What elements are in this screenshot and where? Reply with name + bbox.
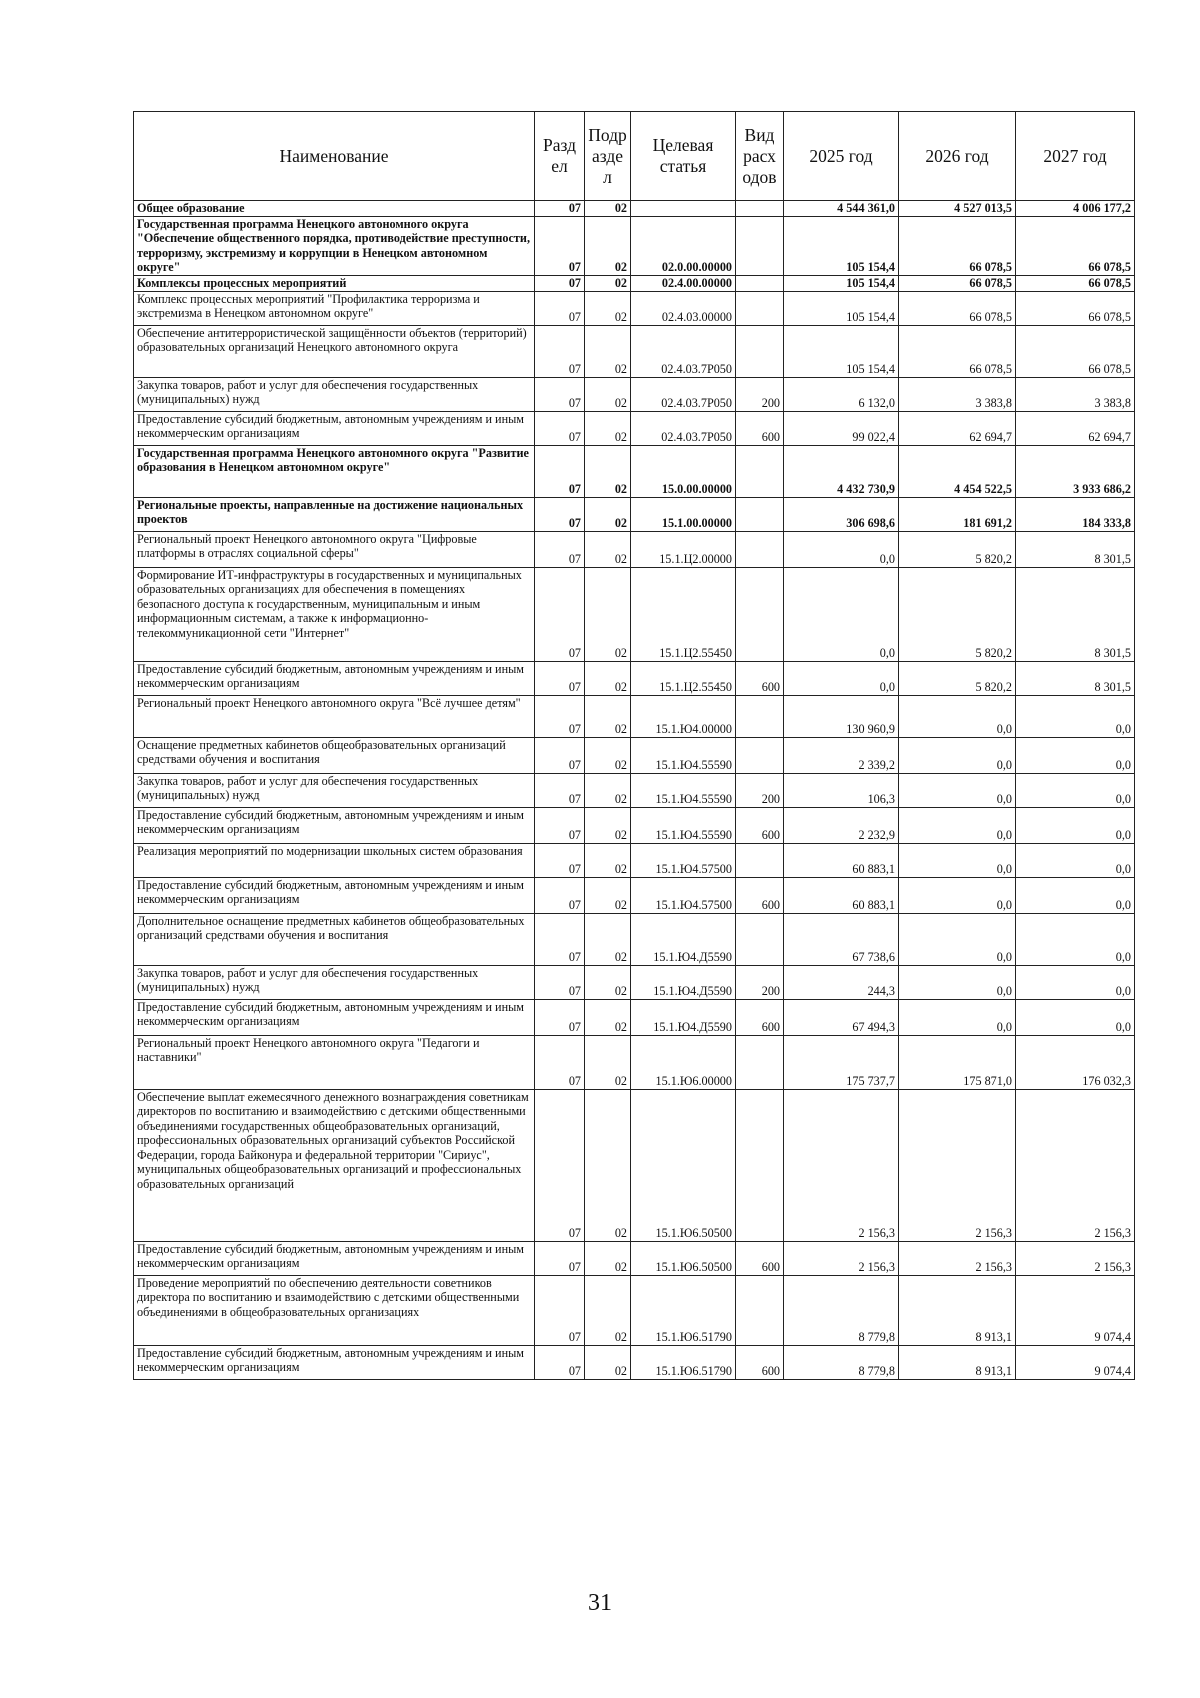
table-row bbox=[134, 445, 1135, 497]
row-value-2027: 0,0 bbox=[1016, 773, 1135, 807]
row-value-2026: 5 820,2 bbox=[899, 661, 1016, 695]
row-value-2025: 175 737,7 bbox=[784, 1035, 899, 1089]
row-expense-type: 200 bbox=[736, 377, 784, 411]
row-section: 07 bbox=[535, 695, 585, 737]
row-target: 15.1.Ю4.55590 bbox=[631, 737, 736, 773]
row-subsection: 02 bbox=[585, 913, 631, 965]
row-value-2027: 0,0 bbox=[1016, 913, 1135, 965]
row-value-2026: 62 694,7 bbox=[899, 411, 1016, 445]
table-row bbox=[134, 695, 1135, 737]
table-row bbox=[134, 1241, 1135, 1275]
row-subsection: 02 bbox=[585, 1241, 631, 1275]
row-name: Региональный проект Ненецкого автономного округа "Цифровые платформы в отраслях социальной сферы" bbox=[134, 531, 535, 567]
row-value-2026: 66 078,5 bbox=[899, 325, 1016, 377]
row-expense-type bbox=[736, 201, 784, 217]
row-value-2026: 181 691,2 bbox=[899, 497, 1016, 531]
header-name: Наименование bbox=[134, 112, 535, 201]
row-value-2027: 4 006 177,2 bbox=[1016, 201, 1135, 217]
row-target: 15.1.Ц2.55450 bbox=[631, 567, 736, 661]
row-name: Проведение мероприятий по обеспечению деятельности советников директора по воспитанию и взаимодействию с детскими общественными объединениями в общеобразовательных организациях bbox=[134, 1275, 535, 1345]
row-target: 15.0.00.00000 bbox=[631, 445, 736, 497]
row-value-2026: 0,0 bbox=[899, 843, 1016, 877]
row-value-2027: 2 156,3 bbox=[1016, 1089, 1135, 1241]
row-value-2025: 67 494,3 bbox=[784, 999, 899, 1035]
row-value-2025: 2 156,3 bbox=[784, 1089, 899, 1241]
row-target: 15.1.Ю6.50500 bbox=[631, 1241, 736, 1275]
row-value-2027: 66 078,5 bbox=[1016, 291, 1135, 325]
row-name: Обеспечение выплат ежемесячного денежного вознаграждения советникам директоров по воспитанию и взаимодействию с детскими общественными объединениями государственных общеобразовательных организаций, профессиональных образовательных организаций субъектов Российской Федерации, города Байконура и федеральной территории "Сириус", муниципальных общеобразовательных организаций и профессиональных образовательных организаций bbox=[134, 1089, 535, 1241]
row-subsection: 02 bbox=[585, 216, 631, 275]
row-target: 15.1.Ю6.51790 bbox=[631, 1345, 736, 1379]
row-value-2025: 4 544 361,0 bbox=[784, 201, 899, 217]
table-row bbox=[134, 965, 1135, 999]
row-value-2025: 2 339,2 bbox=[784, 737, 899, 773]
table-row bbox=[134, 913, 1135, 965]
row-expense-type bbox=[736, 1035, 784, 1089]
row-name: Формирование ИТ-инфраструктуры в государственных и муниципальных образовательных организациях для обеспечения в помещениях безопасного доступа к государственным, муниципальным и иным информационным системам, а также к информационно-телекоммуникационной сети "Интернет" bbox=[134, 567, 535, 661]
row-section: 07 bbox=[535, 965, 585, 999]
row-value-2025: 0,0 bbox=[784, 661, 899, 695]
header-section: Разд ел bbox=[535, 112, 585, 201]
row-section: 07 bbox=[535, 1275, 585, 1345]
table-row bbox=[134, 497, 1135, 531]
row-subsection: 02 bbox=[585, 695, 631, 737]
row-value-2027: 3 383,8 bbox=[1016, 377, 1135, 411]
row-expense-type: 600 bbox=[736, 411, 784, 445]
row-expense-type bbox=[736, 445, 784, 497]
row-value-2025: 6 132,0 bbox=[784, 377, 899, 411]
row-target: 15.1.Ю4.57500 bbox=[631, 877, 736, 913]
row-value-2025: 60 883,1 bbox=[784, 843, 899, 877]
row-value-2027: 8 301,5 bbox=[1016, 567, 1135, 661]
row-subsection: 02 bbox=[585, 531, 631, 567]
row-name: Государственная программа Ненецкого автономного округа "Обеспечение общественного порядка, противодействие преступности, терроризму, экстремизму и коррупции в Ненецком автономном округе" bbox=[134, 216, 535, 275]
row-expense-type: 600 bbox=[736, 877, 784, 913]
row-name: Закупка товаров, работ и услуг для обеспечения государственных (муниципальных) нужд bbox=[134, 377, 535, 411]
budget-table bbox=[133, 111, 1135, 1380]
row-value-2026: 3 383,8 bbox=[899, 377, 1016, 411]
row-section: 07 bbox=[535, 913, 585, 965]
row-expense-type bbox=[736, 1275, 784, 1345]
row-section: 07 bbox=[535, 377, 585, 411]
header-subsection: Подр азде л bbox=[585, 112, 631, 201]
row-name: Региональный проект Ненецкого автономного округа "Всё лучшее детям" bbox=[134, 695, 535, 737]
row-target: 15.1.Ю4.Д5590 bbox=[631, 965, 736, 999]
row-value-2026: 8 913,1 bbox=[899, 1275, 1016, 1345]
table-row bbox=[134, 291, 1135, 325]
row-value-2026: 0,0 bbox=[899, 877, 1016, 913]
table-row bbox=[134, 1089, 1135, 1241]
row-section: 07 bbox=[535, 445, 585, 497]
row-value-2027: 66 078,5 bbox=[1016, 325, 1135, 377]
row-value-2027: 0,0 bbox=[1016, 695, 1135, 737]
row-target: 15.1.Ю4.55590 bbox=[631, 807, 736, 843]
row-name: Предоставление субсидий бюджетным, автономным учреждениям и иным некоммерческим организациям bbox=[134, 999, 535, 1035]
row-target: 02.4.03.7Р050 bbox=[631, 377, 736, 411]
row-section: 07 bbox=[535, 411, 585, 445]
row-subsection: 02 bbox=[585, 1089, 631, 1241]
table-row bbox=[134, 377, 1135, 411]
row-name: Закупка товаров, работ и услуг для обеспечения государственных (муниципальных) нужд bbox=[134, 773, 535, 807]
row-name: Закупка товаров, работ и услуг для обеспечения государственных (муниципальных) нужд bbox=[134, 965, 535, 999]
row-name: Реализация мероприятий по модернизации школьных систем образования bbox=[134, 843, 535, 877]
row-name: Предоставление субсидий бюджетным, автономным учреждениям и иным некоммерческим организациям bbox=[134, 1345, 535, 1379]
row-value-2025: 244,3 bbox=[784, 965, 899, 999]
table-row bbox=[134, 531, 1135, 567]
row-expense-type bbox=[736, 275, 784, 291]
row-value-2025: 67 738,6 bbox=[784, 913, 899, 965]
table-row bbox=[134, 843, 1135, 877]
row-value-2026: 2 156,3 bbox=[899, 1241, 1016, 1275]
row-target: 15.1.Ю6.00000 bbox=[631, 1035, 736, 1089]
row-value-2025: 130 960,9 bbox=[784, 695, 899, 737]
row-section: 07 bbox=[535, 325, 585, 377]
row-expense-type bbox=[736, 531, 784, 567]
table-row bbox=[134, 325, 1135, 377]
row-name: Предоставление субсидий бюджетным, автономным учреждениям и иным некоммерческим организациям bbox=[134, 1241, 535, 1275]
row-subsection: 02 bbox=[585, 201, 631, 217]
row-expense-type bbox=[736, 737, 784, 773]
row-section: 07 bbox=[535, 1035, 585, 1089]
row-value-2026: 0,0 bbox=[899, 807, 1016, 843]
row-value-2026: 0,0 bbox=[899, 695, 1016, 737]
row-target: 15.1.Ю6.51790 bbox=[631, 1275, 736, 1345]
header-2026: 2026 год bbox=[899, 112, 1016, 201]
row-value-2026: 0,0 bbox=[899, 999, 1016, 1035]
row-value-2025: 4 432 730,9 bbox=[784, 445, 899, 497]
row-name: Комплексы процессных мероприятий bbox=[134, 275, 535, 291]
row-value-2026: 8 913,1 bbox=[899, 1345, 1016, 1379]
row-expense-type bbox=[736, 913, 784, 965]
table-row bbox=[134, 877, 1135, 913]
row-value-2027: 3 933 686,2 bbox=[1016, 445, 1135, 497]
row-expense-type bbox=[736, 843, 784, 877]
row-section: 07 bbox=[535, 531, 585, 567]
row-value-2027: 62 694,7 bbox=[1016, 411, 1135, 445]
table-row bbox=[134, 807, 1135, 843]
row-value-2025: 8 779,8 bbox=[784, 1345, 899, 1379]
table-row bbox=[134, 661, 1135, 695]
row-name: Предоставление субсидий бюджетным, автономным учреждениям и иным некоммерческим организациям bbox=[134, 411, 535, 445]
row-subsection: 02 bbox=[585, 1035, 631, 1089]
row-expense-type bbox=[736, 695, 784, 737]
row-value-2025: 60 883,1 bbox=[784, 877, 899, 913]
row-subsection: 02 bbox=[585, 843, 631, 877]
row-value-2027: 66 078,5 bbox=[1016, 275, 1135, 291]
table-row bbox=[134, 773, 1135, 807]
row-subsection: 02 bbox=[585, 661, 631, 695]
row-section: 07 bbox=[535, 201, 585, 217]
row-section: 07 bbox=[535, 291, 585, 325]
table-row bbox=[134, 1275, 1135, 1345]
row-value-2025: 106,3 bbox=[784, 773, 899, 807]
row-subsection: 02 bbox=[585, 773, 631, 807]
row-value-2027: 0,0 bbox=[1016, 843, 1135, 877]
row-name: Оснащение предметных кабинетов общеобразовательных организаций средствами обучения и воспитания bbox=[134, 737, 535, 773]
row-value-2025: 105 154,4 bbox=[784, 291, 899, 325]
row-value-2027: 176 032,3 bbox=[1016, 1035, 1135, 1089]
row-subsection: 02 bbox=[585, 275, 631, 291]
row-value-2026: 5 820,2 bbox=[899, 531, 1016, 567]
row-name: Дополнительное оснащение предметных кабинетов общеобразовательных организаций средствами обучения и воспитания bbox=[134, 913, 535, 965]
row-value-2025: 99 022,4 bbox=[784, 411, 899, 445]
row-value-2025: 2 156,3 bbox=[784, 1241, 899, 1275]
row-value-2027: 0,0 bbox=[1016, 877, 1135, 913]
row-target: 15.1.Ю4.00000 bbox=[631, 695, 736, 737]
row-section: 07 bbox=[535, 737, 585, 773]
row-expense-type bbox=[736, 216, 784, 275]
row-section: 07 bbox=[535, 807, 585, 843]
row-subsection: 02 bbox=[585, 377, 631, 411]
row-subsection: 02 bbox=[585, 807, 631, 843]
row-target: 15.1.Ц2.00000 bbox=[631, 531, 736, 567]
row-expense-type bbox=[736, 291, 784, 325]
row-value-2026: 0,0 bbox=[899, 773, 1016, 807]
row-subsection: 02 bbox=[585, 497, 631, 531]
row-name: Предоставление субсидий бюджетным, автономным учреждениям и иным некоммерческим организациям bbox=[134, 807, 535, 843]
row-target: 15.1.Ю4.Д5590 bbox=[631, 913, 736, 965]
row-section: 07 bbox=[535, 999, 585, 1035]
row-section: 07 bbox=[535, 661, 585, 695]
header-2027: 2027 год bbox=[1016, 112, 1135, 201]
row-name: Государственная программа Ненецкого автономного округа "Развитие образования в Ненецком автономном округе" bbox=[134, 445, 535, 497]
row-subsection: 02 bbox=[585, 1275, 631, 1345]
row-value-2027: 0,0 bbox=[1016, 999, 1135, 1035]
row-value-2027: 66 078,5 bbox=[1016, 216, 1135, 275]
row-value-2026: 5 820,2 bbox=[899, 567, 1016, 661]
table-row bbox=[134, 1035, 1135, 1089]
table-row bbox=[134, 216, 1135, 275]
row-name: Обеспечение антитеррористической защищённости объектов (территорий) образовательных организаций Ненецкого автономного округа bbox=[134, 325, 535, 377]
row-target: 15.1.Ц2.55450 bbox=[631, 661, 736, 695]
row-value-2027: 9 074,4 bbox=[1016, 1345, 1135, 1379]
row-target: 15.1.Ю6.50500 bbox=[631, 1089, 736, 1241]
row-value-2027: 0,0 bbox=[1016, 737, 1135, 773]
row-expense-type bbox=[736, 567, 784, 661]
row-value-2025: 8 779,8 bbox=[784, 1275, 899, 1345]
row-expense-type: 600 bbox=[736, 807, 784, 843]
row-subsection: 02 bbox=[585, 965, 631, 999]
row-section: 07 bbox=[535, 275, 585, 291]
row-subsection: 02 bbox=[585, 877, 631, 913]
row-expense-type bbox=[736, 325, 784, 377]
row-value-2025: 105 154,4 bbox=[784, 275, 899, 291]
row-target: 15.1.Ю4.57500 bbox=[631, 843, 736, 877]
row-section: 07 bbox=[535, 1345, 585, 1379]
row-value-2026: 4 527 013,5 bbox=[899, 201, 1016, 217]
row-value-2026: 2 156,3 bbox=[899, 1089, 1016, 1241]
row-expense-type: 600 bbox=[736, 661, 784, 695]
row-section: 07 bbox=[535, 1089, 585, 1241]
row-section: 07 bbox=[535, 1241, 585, 1275]
row-name: Предоставление субсидий бюджетным, автономным учреждениям и иным некоммерческим организациям bbox=[134, 661, 535, 695]
table-header-row bbox=[134, 112, 1135, 201]
row-name: Региональный проект Ненецкого автономного округа "Педагоги и наставники" bbox=[134, 1035, 535, 1089]
row-value-2025: 306 698,6 bbox=[784, 497, 899, 531]
row-name: Общее образование bbox=[134, 201, 535, 217]
row-value-2026: 4 454 522,5 bbox=[899, 445, 1016, 497]
row-expense-type: 600 bbox=[736, 1241, 784, 1275]
header-expense-type: Вид расх одов bbox=[736, 112, 784, 201]
table-row bbox=[134, 567, 1135, 661]
row-value-2027: 8 301,5 bbox=[1016, 661, 1135, 695]
row-subsection: 02 bbox=[585, 411, 631, 445]
row-target bbox=[631, 201, 736, 217]
table-row bbox=[134, 1345, 1135, 1379]
row-value-2027: 0,0 bbox=[1016, 965, 1135, 999]
row-target: 15.1.00.00000 bbox=[631, 497, 736, 531]
row-value-2027: 184 333,8 bbox=[1016, 497, 1135, 531]
row-value-2027: 0,0 bbox=[1016, 807, 1135, 843]
row-expense-type bbox=[736, 1089, 784, 1241]
row-expense-type: 600 bbox=[736, 1345, 784, 1379]
row-section: 07 bbox=[535, 567, 585, 661]
row-value-2026: 66 078,5 bbox=[899, 291, 1016, 325]
row-value-2027: 8 301,5 bbox=[1016, 531, 1135, 567]
row-value-2026: 175 871,0 bbox=[899, 1035, 1016, 1089]
row-expense-type bbox=[736, 497, 784, 531]
row-target: 02.4.03.7Р050 bbox=[631, 325, 736, 377]
row-subsection: 02 bbox=[585, 445, 631, 497]
row-subsection: 02 bbox=[585, 1345, 631, 1379]
row-value-2025: 0,0 bbox=[784, 531, 899, 567]
row-value-2026: 0,0 bbox=[899, 965, 1016, 999]
row-value-2026: 0,0 bbox=[899, 913, 1016, 965]
row-value-2027: 2 156,3 bbox=[1016, 1241, 1135, 1275]
row-target: 15.1.Ю4.55590 bbox=[631, 773, 736, 807]
row-value-2025: 2 232,9 bbox=[784, 807, 899, 843]
row-subsection: 02 bbox=[585, 291, 631, 325]
row-subsection: 02 bbox=[585, 325, 631, 377]
row-expense-type: 200 bbox=[736, 773, 784, 807]
row-name: Предоставление субсидий бюджетным, автономным учреждениям и иным некоммерческим организациям bbox=[134, 877, 535, 913]
row-section: 07 bbox=[535, 773, 585, 807]
row-subsection: 02 bbox=[585, 567, 631, 661]
row-name: Региональные проекты, направленные на достижение национальных проектов bbox=[134, 497, 535, 531]
row-subsection: 02 bbox=[585, 737, 631, 773]
row-value-2026: 0,0 bbox=[899, 737, 1016, 773]
header-2025: 2025 год bbox=[784, 112, 899, 201]
row-section: 07 bbox=[535, 843, 585, 877]
table-row bbox=[134, 275, 1135, 291]
row-target: 02.4.00.00000 bbox=[631, 275, 736, 291]
row-target: 02.4.03.00000 bbox=[631, 291, 736, 325]
row-value-2025: 105 154,4 bbox=[784, 216, 899, 275]
row-value-2025: 0,0 bbox=[784, 567, 899, 661]
row-value-2025: 105 154,4 bbox=[784, 325, 899, 377]
row-target: 02.4.03.7Р050 bbox=[631, 411, 736, 445]
page-number: 31 bbox=[588, 1590, 612, 1616]
table-row bbox=[134, 201, 1135, 217]
row-section: 07 bbox=[535, 216, 585, 275]
row-expense-type: 200 bbox=[736, 965, 784, 999]
row-target: 15.1.Ю4.Д5590 bbox=[631, 999, 736, 1035]
row-target: 02.0.00.00000 bbox=[631, 216, 736, 275]
row-value-2026: 66 078,5 bbox=[899, 216, 1016, 275]
row-name: Комплекс процессных мероприятий "Профилактика терроризма и экстремизма в Ненецком автономном округе" bbox=[134, 291, 535, 325]
row-section: 07 bbox=[535, 877, 585, 913]
table-row bbox=[134, 411, 1135, 445]
header-target: Целевая статья bbox=[631, 112, 736, 201]
table-row bbox=[134, 737, 1135, 773]
table-row bbox=[134, 999, 1135, 1035]
row-expense-type: 600 bbox=[736, 999, 784, 1035]
row-value-2026: 66 078,5 bbox=[899, 275, 1016, 291]
table-body bbox=[134, 201, 1135, 1380]
row-section: 07 bbox=[535, 497, 585, 531]
row-value-2027: 9 074,4 bbox=[1016, 1275, 1135, 1345]
row-subsection: 02 bbox=[585, 999, 631, 1035]
